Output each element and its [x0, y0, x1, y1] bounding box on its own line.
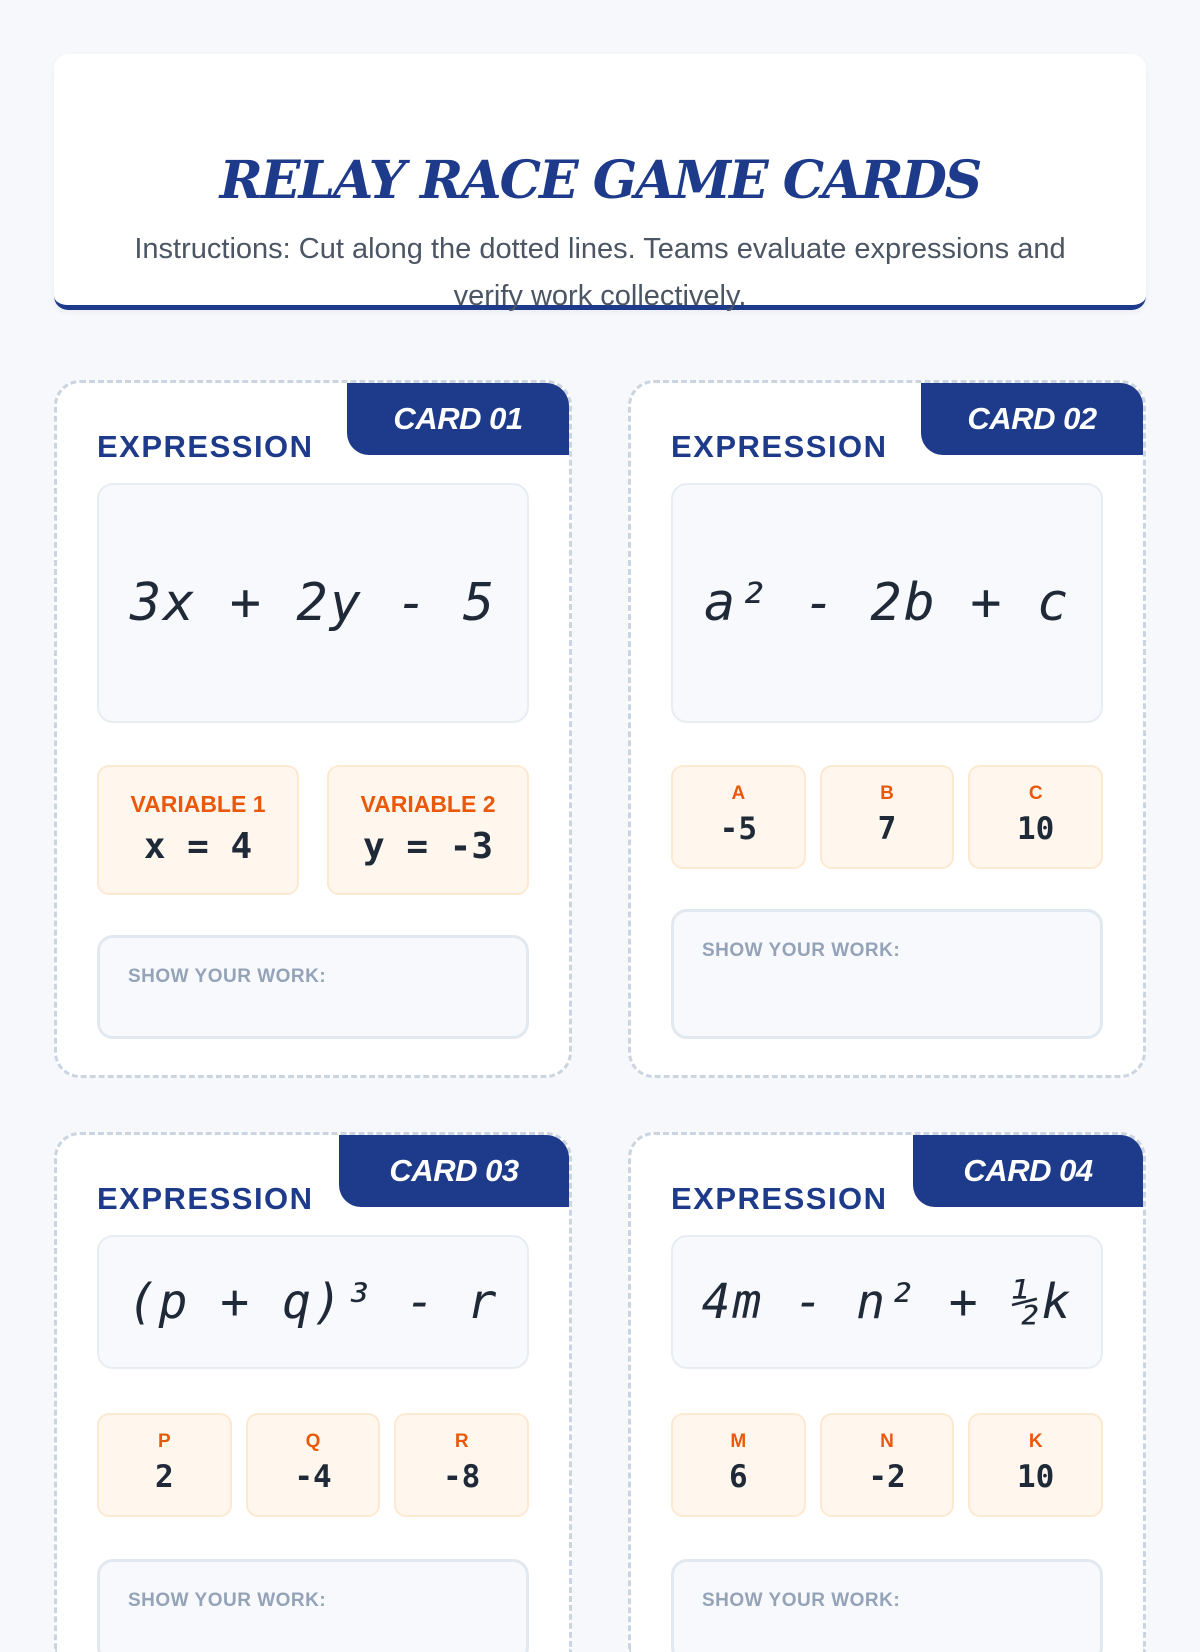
variable-value: x = 4 [143, 826, 253, 867]
variable-label: P [157, 1431, 171, 1452]
variable-label: M [730, 1431, 747, 1452]
variable-box [671, 765, 806, 869]
variable-label: N [880, 1431, 894, 1452]
variable-value: 6 [729, 1459, 748, 1495]
page-title: RELAY RACE GAME CARDS [219, 150, 981, 211]
variable-label: VARIABLE 2 [360, 791, 496, 817]
variable-value: -4 [294, 1459, 332, 1495]
variable-box [394, 1413, 529, 1517]
expression-label: EXPRESSION [97, 1181, 314, 1216]
expression-box [97, 1235, 529, 1369]
card-number-badge: CARD 03 [339, 1135, 569, 1207]
variables-row [671, 1413, 1103, 1517]
instructions-text: Instructions: Cut along the dotted lines. Teams evaluate expressions and verify work collectively. [134, 233, 1066, 312]
show-work-area[interactable] [671, 1559, 1103, 1652]
variable-value: -5 [719, 811, 757, 847]
expression-text: (p + q)³ - r [127, 1274, 499, 1330]
expression-label: EXPRESSION [671, 429, 888, 464]
game-card-03 [54, 1132, 572, 1652]
expression-label: EXPRESSION [97, 429, 314, 464]
variable-value: 10 [1017, 1459, 1055, 1495]
game-card-04 [628, 1132, 1146, 1652]
expression-label: EXPRESSION [671, 1181, 888, 1216]
variable-box [327, 765, 529, 895]
variable-label: R [454, 1431, 469, 1452]
card-number-badge: CARD 01 [347, 383, 569, 455]
expression-box [97, 483, 529, 723]
variable-label: C [1028, 783, 1043, 804]
variable-value: 7 [877, 811, 897, 847]
show-work-label: SHOW YOUR WORK: [702, 1590, 901, 1611]
variable-value: -8 [443, 1459, 481, 1495]
variable-box [968, 765, 1103, 869]
variables-row [97, 765, 529, 895]
variable-value: 10 [1017, 811, 1055, 847]
expression-box [671, 483, 1103, 723]
show-work-label: SHOW YOUR WORK: [702, 940, 901, 961]
variable-box [97, 765, 299, 895]
variable-box [97, 1413, 232, 1517]
variable-value: -2 [868, 1459, 906, 1495]
expression-box [671, 1235, 1103, 1369]
expression-text: 4m - n² + ½k [701, 1274, 1073, 1330]
variable-label: Q [305, 1431, 321, 1452]
variable-label: VARIABLE 1 [130, 791, 266, 817]
expression-text: 3x + 2y - 5 [129, 573, 497, 633]
show-work-area[interactable] [97, 1559, 529, 1652]
show-work-area[interactable] [97, 935, 529, 1039]
show-work-area[interactable] [671, 909, 1103, 1039]
card-number-badge: CARD 04 [913, 1135, 1143, 1207]
variable-value: 2 [155, 1459, 174, 1495]
variable-label: B [880, 783, 894, 804]
variable-label: K [1028, 1431, 1043, 1452]
variable-box [671, 1413, 806, 1517]
variable-value: y = -3 [362, 826, 494, 867]
card-number-badge: CARD 02 [921, 383, 1143, 455]
show-work-label: SHOW YOUR WORK: [128, 1590, 327, 1611]
variable-box [820, 1413, 955, 1517]
variable-box [246, 1413, 381, 1517]
variables-row [671, 765, 1103, 869]
show-work-label: SHOW YOUR WORK: [128, 966, 327, 987]
game-card-02 [628, 380, 1146, 1078]
expression-text: a² - 2b + c [703, 573, 1071, 633]
variables-row [97, 1413, 529, 1517]
page-header [54, 54, 1146, 310]
variable-box [968, 1413, 1103, 1517]
variable-label: A [731, 783, 746, 804]
game-card-01 [54, 380, 572, 1078]
variable-box [820, 765, 955, 869]
